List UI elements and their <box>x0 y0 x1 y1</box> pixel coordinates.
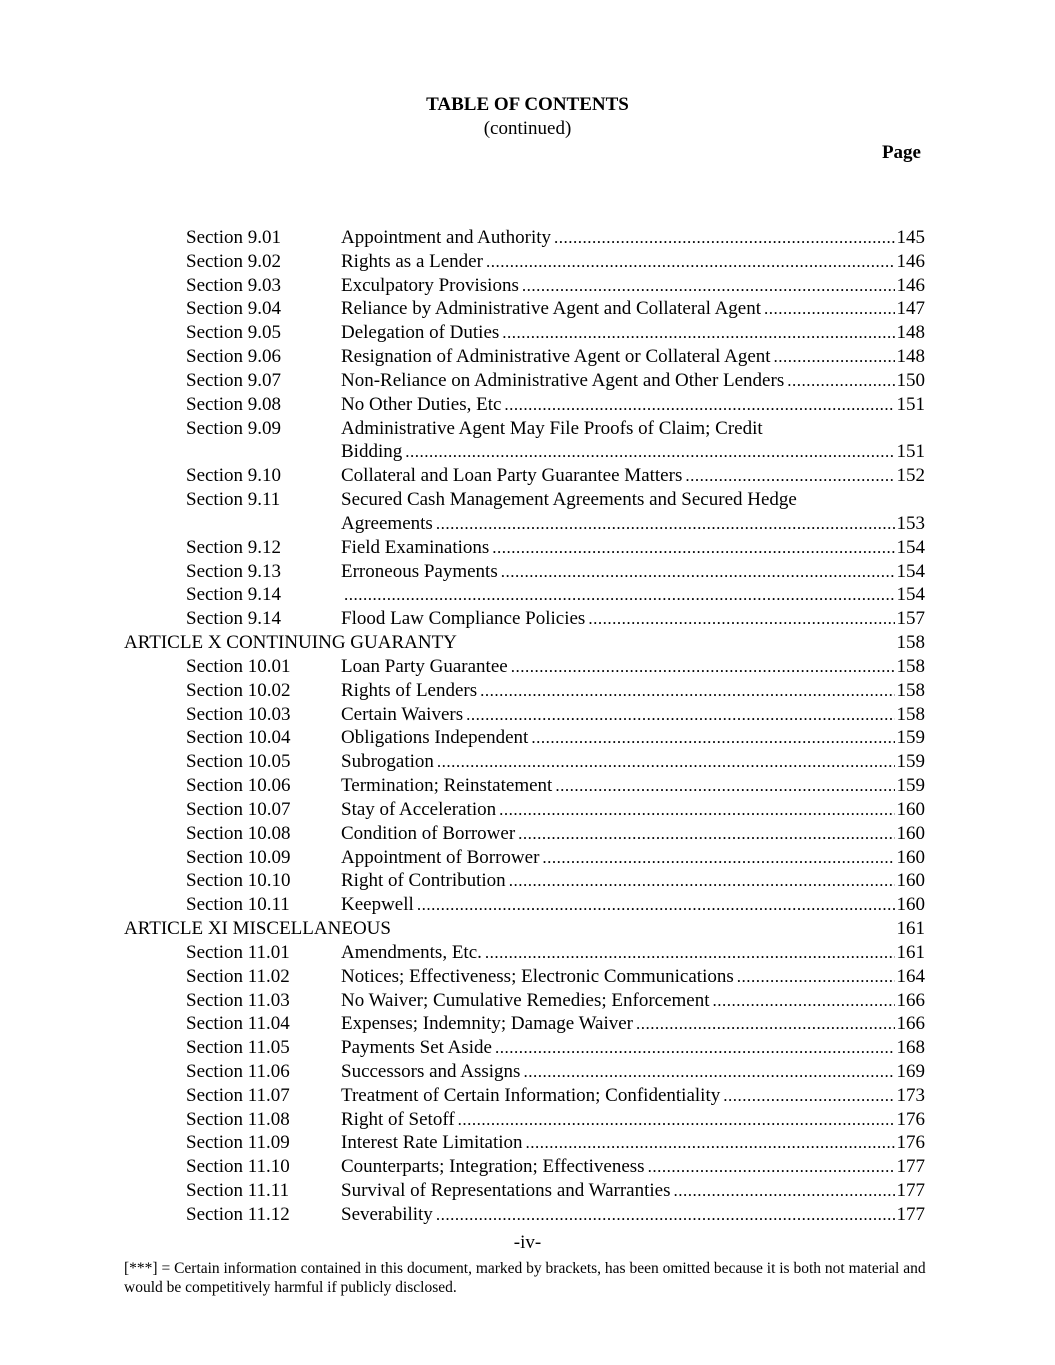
toc-section-row <box>0 393 1055 417</box>
section-title: Non-Reliance on Administrative Agent and Other Lenders <box>341 369 785 391</box>
section-title: Collateral and Loan Party Guarantee Matters <box>341 465 683 487</box>
dot-leader <box>673 1179 894 1203</box>
page-ref: 177 <box>896 1203 925 1225</box>
section-title: Severability <box>341 1203 433 1225</box>
dot-leader <box>648 1155 895 1179</box>
toc-section-row <box>0 989 1055 1013</box>
section-title: No Other Duties, Etc <box>341 393 502 415</box>
toc-section-row <box>0 774 1055 798</box>
section-title: Rights of Lenders <box>341 679 478 701</box>
toc-section-row <box>0 417 1055 465</box>
page-ref: 146 <box>896 250 925 272</box>
page-ref: 160 <box>896 822 925 844</box>
toc-section-row <box>0 1012 1055 1036</box>
section-title: Expenses; Indemnity; Damage Waiver <box>341 1013 634 1035</box>
dot-leader <box>764 297 894 321</box>
page-ref: 145 <box>896 227 925 248</box>
page-ref: 159 <box>896 775 925 797</box>
page-ref: 169 <box>896 1060 925 1082</box>
dot-leader <box>518 822 894 846</box>
page-ref: 158 <box>896 632 925 654</box>
section-number: Section 11.01 <box>186 941 290 963</box>
page-ref: 147 <box>896 298 925 320</box>
section-title: Certain Waivers <box>341 703 464 725</box>
page-number: -iv- <box>513 1232 542 1253</box>
page-ref: 160 <box>896 846 925 868</box>
dot-leader <box>436 512 895 536</box>
article-title: ARTICLE XI MISCELLANEOUS <box>124 918 391 940</box>
section-title: Interest Rate Limitation <box>341 1132 523 1154</box>
page-ref: 157 <box>896 608 925 630</box>
section-title: Appointment of Borrower <box>341 846 540 868</box>
toc-section-row <box>0 1060 1055 1084</box>
page-ref: 168 <box>896 1037 925 1059</box>
dot-leader <box>405 440 894 464</box>
section-title: Administrative Agent May File Proofs of Claim; Credit <box>341 417 763 439</box>
section-number: Section 10.09 <box>186 846 291 868</box>
page-ref: 177 <box>896 1156 925 1178</box>
page-ref: 158 <box>896 703 925 725</box>
section-title: Counterparts; Integration; Effectiveness <box>341 1156 645 1178</box>
dot-leader <box>492 536 894 560</box>
section-number: Section 9.01 <box>186 227 281 248</box>
section-title: Right of Setoff <box>341 1108 455 1130</box>
section-title: Appointment and Authority <box>341 227 552 248</box>
section-number: Section 11.06 <box>186 1060 290 1082</box>
section-title: Reliance by Administrative Agent and Collateral Agent <box>341 298 762 320</box>
section-number: Section 11.07 <box>186 1084 290 1106</box>
dot-leader <box>523 1060 894 1084</box>
section-number: Section 10.04 <box>186 727 291 749</box>
section-number: Section 11.09 <box>186 1132 290 1154</box>
section-title: Erroneous Payments <box>341 560 498 582</box>
section-title: Successors and Assigns <box>341 1060 521 1082</box>
toc-section-row <box>0 1036 1055 1060</box>
section-number: Section 11.02 <box>186 965 290 987</box>
toc-section-row <box>0 679 1055 703</box>
section-title: Field Examinations <box>341 536 490 558</box>
page-ref: 150 <box>896 369 925 391</box>
toc-section-row <box>0 226 1055 250</box>
dot-leader <box>502 321 894 345</box>
section-number: Section 9.12 <box>186 536 281 558</box>
toc-article-row <box>0 631 1055 655</box>
dot-leader <box>495 1036 895 1060</box>
dot-leader <box>787 369 894 393</box>
section-title-continued: Agreements <box>341 512 433 534</box>
section-title: Stay of Acceleration <box>341 798 497 820</box>
page-ref: 154 <box>896 560 925 582</box>
section-number: Section 9.13 <box>186 560 281 582</box>
section-number: Section 9.11 <box>186 489 281 511</box>
toc-subtitle: (continued) <box>483 118 572 139</box>
dot-leader <box>499 798 894 822</box>
section-title: Survival of Representations and Warranties <box>341 1180 671 1202</box>
page-ref: 153 <box>896 512 925 534</box>
section-title: Rights as a Lender <box>341 250 483 272</box>
page-ref: 151 <box>896 441 925 463</box>
section-number: Section 10.05 <box>186 751 291 773</box>
toc-title: TABLE OF CONTENTS <box>426 94 629 115</box>
toc-article-row <box>0 917 1055 941</box>
section-number: Section 11.10 <box>186 1156 290 1178</box>
article-title: ARTICLE X CONTINUING GUARANTY <box>124 632 457 654</box>
section-number: Section 9.03 <box>186 274 281 296</box>
section-title: No Waiver; Cumulative Remedies; Enforcement <box>341 989 710 1011</box>
toc-section-row <box>0 703 1055 727</box>
page-ref: 173 <box>896 1084 925 1106</box>
toc-section-row <box>0 941 1055 965</box>
page-ref: 146 <box>896 274 925 296</box>
page-ref: 148 <box>896 322 925 344</box>
section-title: Subrogation <box>341 751 434 773</box>
section-number: Section 9.04 <box>186 298 281 320</box>
section-number: Section 10.06 <box>186 775 291 797</box>
dot-leader <box>531 726 894 750</box>
page-ref: 161 <box>896 941 925 963</box>
toc-section-row <box>0 750 1055 774</box>
toc-section-row <box>0 1084 1055 1108</box>
section-number: Section 9.10 <box>186 465 281 487</box>
toc-section-row <box>0 1179 1055 1203</box>
page-ref: 158 <box>896 655 925 677</box>
dot-leader <box>723 1084 894 1108</box>
section-number: Section 9.02 <box>186 250 281 272</box>
dot-leader <box>504 393 894 417</box>
section-number: Section 10.01 <box>186 655 291 677</box>
dot-leader <box>509 869 895 893</box>
dot-leader <box>685 464 894 488</box>
page-ref: 160 <box>896 870 925 892</box>
section-number: Section 9.07 <box>186 369 281 391</box>
toc-section-row <box>0 274 1055 298</box>
dot-leader <box>737 965 895 989</box>
toc-section-row <box>0 250 1055 274</box>
section-number: Section 10.11 <box>186 894 290 916</box>
section-title: Amendments, Etc. <box>341 941 482 963</box>
section-number: Section 10.02 <box>186 679 291 701</box>
dot-leader <box>522 274 895 298</box>
page-ref: 177 <box>896 1180 925 1202</box>
section-number: Section 11.11 <box>186 1180 290 1202</box>
section-number: Section 10.08 <box>186 822 291 844</box>
toc-section-row <box>0 560 1055 584</box>
page-ref: 159 <box>896 727 925 749</box>
dot-leader <box>485 941 895 965</box>
section-title: Treatment of Certain Information; Confidentiality <box>341 1084 721 1106</box>
toc-section-row <box>0 1203 1055 1227</box>
toc-section-row <box>0 369 1055 393</box>
section-title-continued: Bidding <box>341 441 403 463</box>
dot-leader <box>636 1012 894 1036</box>
toc-section-row <box>0 655 1055 679</box>
section-title: Keepwell <box>341 894 414 916</box>
toc-section-row <box>0 297 1055 321</box>
section-number: Section 9.06 <box>186 346 281 368</box>
section-number: Section 11.12 <box>186 1203 290 1225</box>
toc-list <box>0 226 1055 1227</box>
page-column-header: Page <box>881 142 921 163</box>
toc-section-row <box>0 583 1055 607</box>
footnote: [***] = Certain information contained in this document, marked by brackets, has been omitted because it is both not material and would be competitively harmful if publicly disclosed. <box>124 1260 926 1296</box>
dot-leader <box>501 560 895 584</box>
dot-leader <box>713 989 895 1013</box>
section-number: Section 10.07 <box>186 798 291 820</box>
toc-section-row <box>0 869 1055 893</box>
dot-leader <box>437 750 895 774</box>
section-title: Loan Party Guarantee <box>341 655 508 677</box>
page-ref: 152 <box>896 465 925 487</box>
section-title: Resignation of Administrative Agent or Collateral Agent <box>341 346 771 368</box>
section-number: Section 11.05 <box>186 1037 290 1059</box>
dot-leader <box>588 607 894 631</box>
toc-section-row <box>0 965 1055 989</box>
page-ref: 176 <box>896 1108 925 1130</box>
dot-leader <box>486 250 895 274</box>
page-ref: 161 <box>896 918 925 940</box>
section-number: Section 10.10 <box>186 870 291 892</box>
toc-section-row <box>0 1155 1055 1179</box>
dot-leader <box>417 893 895 917</box>
toc-section-row <box>0 464 1055 488</box>
dot-leader <box>511 655 895 679</box>
toc-section-row <box>0 846 1055 870</box>
toc-section-row <box>0 488 1055 536</box>
dot-leader <box>458 1108 895 1132</box>
dot-leader <box>480 679 894 703</box>
toc-section-row <box>0 893 1055 917</box>
dot-leader <box>542 846 894 870</box>
dot-leader <box>344 583 895 607</box>
toc-section-row <box>0 798 1055 822</box>
section-number: Section 9.08 <box>186 393 281 415</box>
page-ref: 148 <box>896 346 925 368</box>
section-number: Section 9.14 <box>186 584 281 606</box>
section-title: Right of Contribution <box>341 870 506 892</box>
page-ref: 160 <box>896 894 925 916</box>
section-title: Secured Cash Management Agreements and Secured Hedge <box>341 489 797 511</box>
section-number: Section 9.09 <box>186 417 281 439</box>
toc-section-row <box>0 321 1055 345</box>
dot-leader <box>466 703 894 727</box>
section-number: Section 11.04 <box>186 1013 290 1035</box>
section-number: Section 10.03 <box>186 703 291 725</box>
page-ref: 164 <box>896 965 925 987</box>
dot-leader <box>554 226 894 250</box>
toc-section-row <box>0 607 1055 631</box>
toc-section-row <box>0 536 1055 560</box>
section-title: Exculpatory Provisions <box>341 274 519 296</box>
section-title: Delegation of Duties <box>341 322 500 344</box>
page-ref: 159 <box>896 751 925 773</box>
section-number: Section 9.05 <box>186 322 281 344</box>
section-title: Flood Law Compliance Policies <box>341 608 586 630</box>
toc-section-row <box>0 1131 1055 1155</box>
section-title: Payments Set Aside <box>341 1037 492 1059</box>
page-ref: 158 <box>896 679 925 701</box>
toc-section-row <box>0 822 1055 846</box>
dot-leader <box>436 1203 895 1227</box>
dot-leader <box>526 1131 895 1155</box>
dot-leader <box>774 345 895 369</box>
toc-section-row <box>0 345 1055 369</box>
section-title: Obligations Independent <box>341 727 529 749</box>
section-title: Condition of Borrower <box>341 822 516 844</box>
page-ref: 151 <box>896 393 925 415</box>
toc-section-row <box>0 726 1055 750</box>
section-number: Section 11.03 <box>186 989 290 1011</box>
page-ref: 154 <box>896 584 925 606</box>
page-ref: 176 <box>896 1132 925 1154</box>
dot-leader <box>555 774 894 798</box>
section-number: Section 11.08 <box>186 1108 290 1130</box>
section-title: Termination; Reinstatement <box>341 775 553 797</box>
page-ref: 166 <box>896 989 925 1011</box>
page-ref: 160 <box>896 798 925 820</box>
page-ref: 154 <box>896 536 925 558</box>
page-ref: 166 <box>896 1013 925 1035</box>
toc-section-row <box>0 1108 1055 1132</box>
section-title: Notices; Effectiveness; Electronic Communications <box>341 965 734 987</box>
section-number: Section 9.14 <box>186 608 281 630</box>
